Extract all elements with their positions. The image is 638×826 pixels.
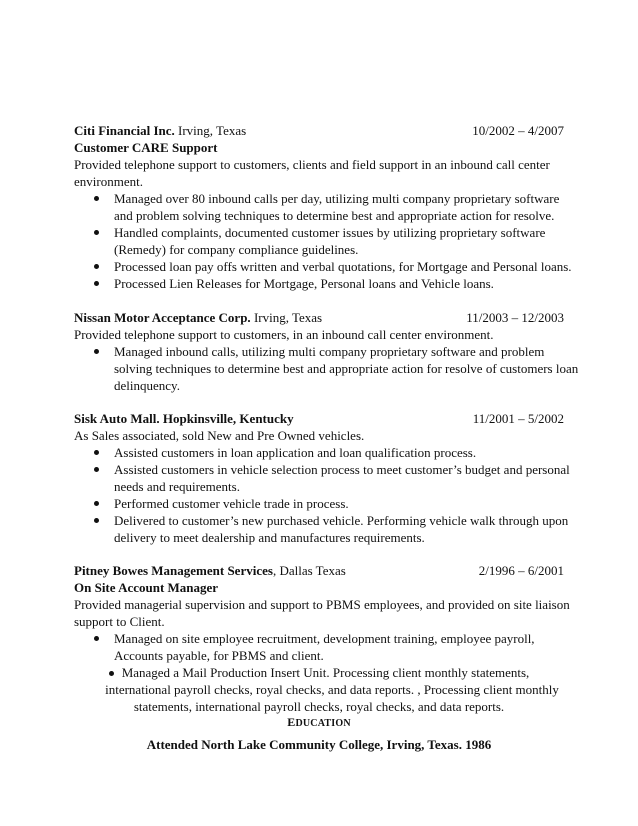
duty-list <box>74 630 564 715</box>
job-summary-line: environment. <box>74 174 143 189</box>
duty-list <box>74 343 579 394</box>
job-title: Customer CARE Support <box>74 140 218 155</box>
duty-list <box>74 444 570 546</box>
duty-item: Processed Lien Releases for Mortgage, Personal loans and Vehicle loans. <box>74 275 564 292</box>
employer-location: , Dallas Texas <box>272 563 346 578</box>
job-summary-line: As Sales associated, sold New and Pre Owned vehicles. <box>74 428 365 443</box>
duty-item: Delivered to customer’s new purchased vehicle. Performing vehicle walk through upon delivery to meet dealership and manufactures requirements. <box>74 512 564 546</box>
job-title: On Site Account Manager <box>74 580 219 595</box>
duty-item: Performed customer vehicle trade in process. <box>74 495 564 512</box>
job-header <box>74 309 564 326</box>
employment-dates: 11/2003 – 12/2003 <box>466 310 564 325</box>
job-pitney-bowes <box>74 562 570 715</box>
sub-duty-item: Managed a Mail Production Insert Unit. Processing client monthly statements, international payroll checks, royal checks, and data reports. , Processing client monthly statements, international payroll checks, royal checks, and data reports. <box>105 665 559 714</box>
employer-location: Irving, Texas <box>174 123 247 138</box>
employment-dates: 2/1996 – 6/2001 <box>478 563 564 578</box>
employer-name: Nissan Motor Acceptance Corp. <box>74 310 251 325</box>
employment-dates: 10/2002 – 4/2007 <box>472 123 564 138</box>
bullet-icon <box>109 671 114 676</box>
education-section <box>74 714 564 753</box>
job-nissan <box>74 309 579 394</box>
job-header <box>74 122 564 139</box>
job-summary-line: support to Client. <box>74 614 165 629</box>
duty-list <box>74 190 572 292</box>
job-summary-line: Provided telephone support to customers, clients and field support in an inbound call center <box>74 157 550 172</box>
job-summary-line: Provided telephone support to customers, in an inbound call center environment. <box>74 327 494 342</box>
job-sisk-auto <box>74 410 570 546</box>
education-heading: EDUCATION <box>287 715 351 729</box>
duty-item: Assisted customers in loan application and loan qualification process. <box>74 444 564 461</box>
job-summary-line: Provided managerial supervision and support to PBMS employees, and provided on site liaison <box>74 597 570 612</box>
education-entry: Attended North Lake Community College, Irving, Texas. 1986 <box>146 737 492 752</box>
employment-dates: 11/2001 – 5/2002 <box>472 411 564 426</box>
duty-item: Processed loan pay offs written and verbal quotations, for Mortgage and Personal loans. <box>74 258 564 275</box>
employer-name: Pitney Bowes Management Services <box>74 563 273 578</box>
duty-item: Assisted customers in vehicle selection process to meet customer’s budget and personal needs and requirements. <box>74 461 564 495</box>
duty-item: Managed over 80 inbound calls per day, utilizing multi company proprietary software and problem solving techniques to determine best and appropriate action for resolve. <box>74 190 564 224</box>
job-citi-financial <box>74 122 572 292</box>
employer-name: Sisk Auto Mall. Hopkinsville, Kentucky <box>74 411 294 426</box>
job-header <box>74 562 564 579</box>
duty-item: Managed on site employee recruitment, development training, employee payroll, Accounts payable, for PBMS and client. <box>74 630 564 664</box>
job-header <box>74 410 564 427</box>
duty-item: Managed inbound calls, utilizing multi company proprietary software and problem solving techniques to determine best and appropriate action for resolve of customers loan delinquency. <box>74 343 564 394</box>
employer-location: Irving, Texas <box>250 310 323 325</box>
employer-name: Citi Financial Inc. <box>74 123 175 138</box>
duty-item: Handled complaints, documented customer issues by utilizing proprietary software (Remedy) for company compliance guidelines. <box>74 224 564 258</box>
